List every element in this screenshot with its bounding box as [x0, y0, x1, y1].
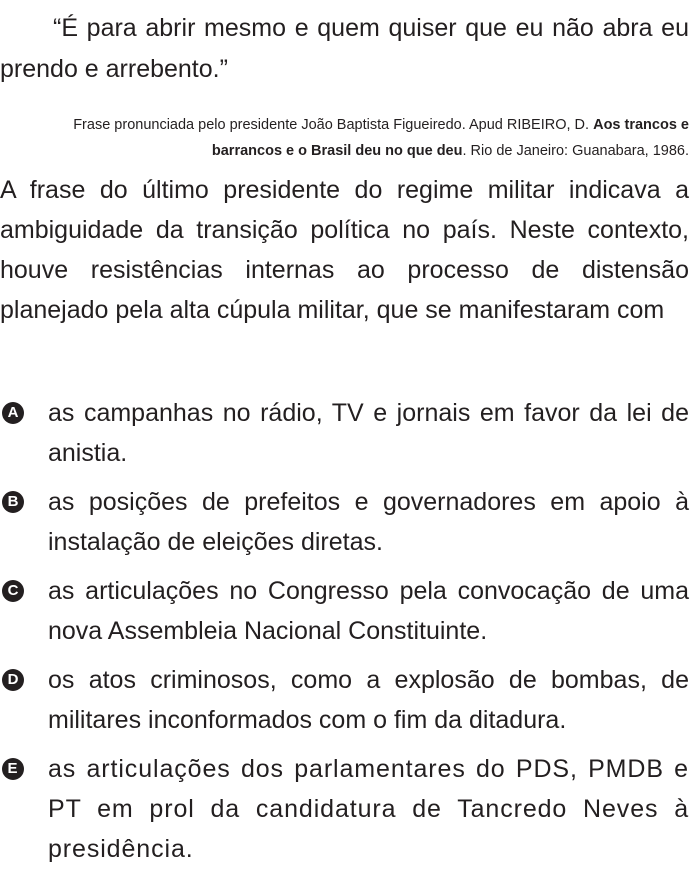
citation-suffix: . Rio de Janeiro: Guanabara, 1986.	[462, 143, 689, 159]
option-d-text: os atos criminosos, como a explosão de bombas, de militares inconformados com o fim da ditadura.	[48, 666, 689, 734]
option-a[interactable]	[0, 393, 689, 473]
option-c-text: as articulações no Congresso pela convocação de uma nova Assembleia Nacional Constituinte.	[48, 577, 689, 645]
citation-prefix: Frase pronunciada pelo presidente João Baptista Figueiredo. Apud RIBEIRO, D.	[73, 117, 594, 133]
option-a-text: as campanhas no rádio, TV e jornais em favor da lei de anistia.	[48, 399, 689, 467]
option-e-text: as articulações dos parlamentares do PDS, PMDB e PT em prol da candidatura de Tancredo Neves à presidência.	[48, 755, 689, 863]
option-d[interactable]	[0, 660, 689, 740]
epigraph-quote: “É para abrir mesmo e quem quiser que eu não abra eu prendo e arrebento.”	[0, 14, 689, 83]
option-c[interactable]	[0, 571, 689, 651]
option-d-letter-icon: D	[2, 669, 24, 691]
option-e-letter-icon: E	[2, 758, 24, 780]
option-e[interactable]	[0, 749, 689, 869]
citation-book-title: Aos trancos e barrancos e o Brasil deu no que deu	[211, 117, 689, 159]
answer-options	[0, 393, 689, 878]
option-c-letter-icon: C	[2, 580, 24, 602]
option-a-letter-icon: A	[2, 402, 24, 424]
option-b[interactable]	[0, 482, 689, 562]
option-b-text: as posições de prefeitos e governadores em apoio à instalação de eleições diretas.	[48, 488, 689, 556]
citation	[0, 112, 689, 164]
question-stem: A frase do último presidente do regime militar indicava a ambiguidade da transição política no país. Neste contexto, houve resistências internas ao processo de distensão planejado pela alta cúpula militar, que se manifestaram com	[0, 176, 689, 324]
option-b-letter-icon: B	[2, 491, 24, 513]
